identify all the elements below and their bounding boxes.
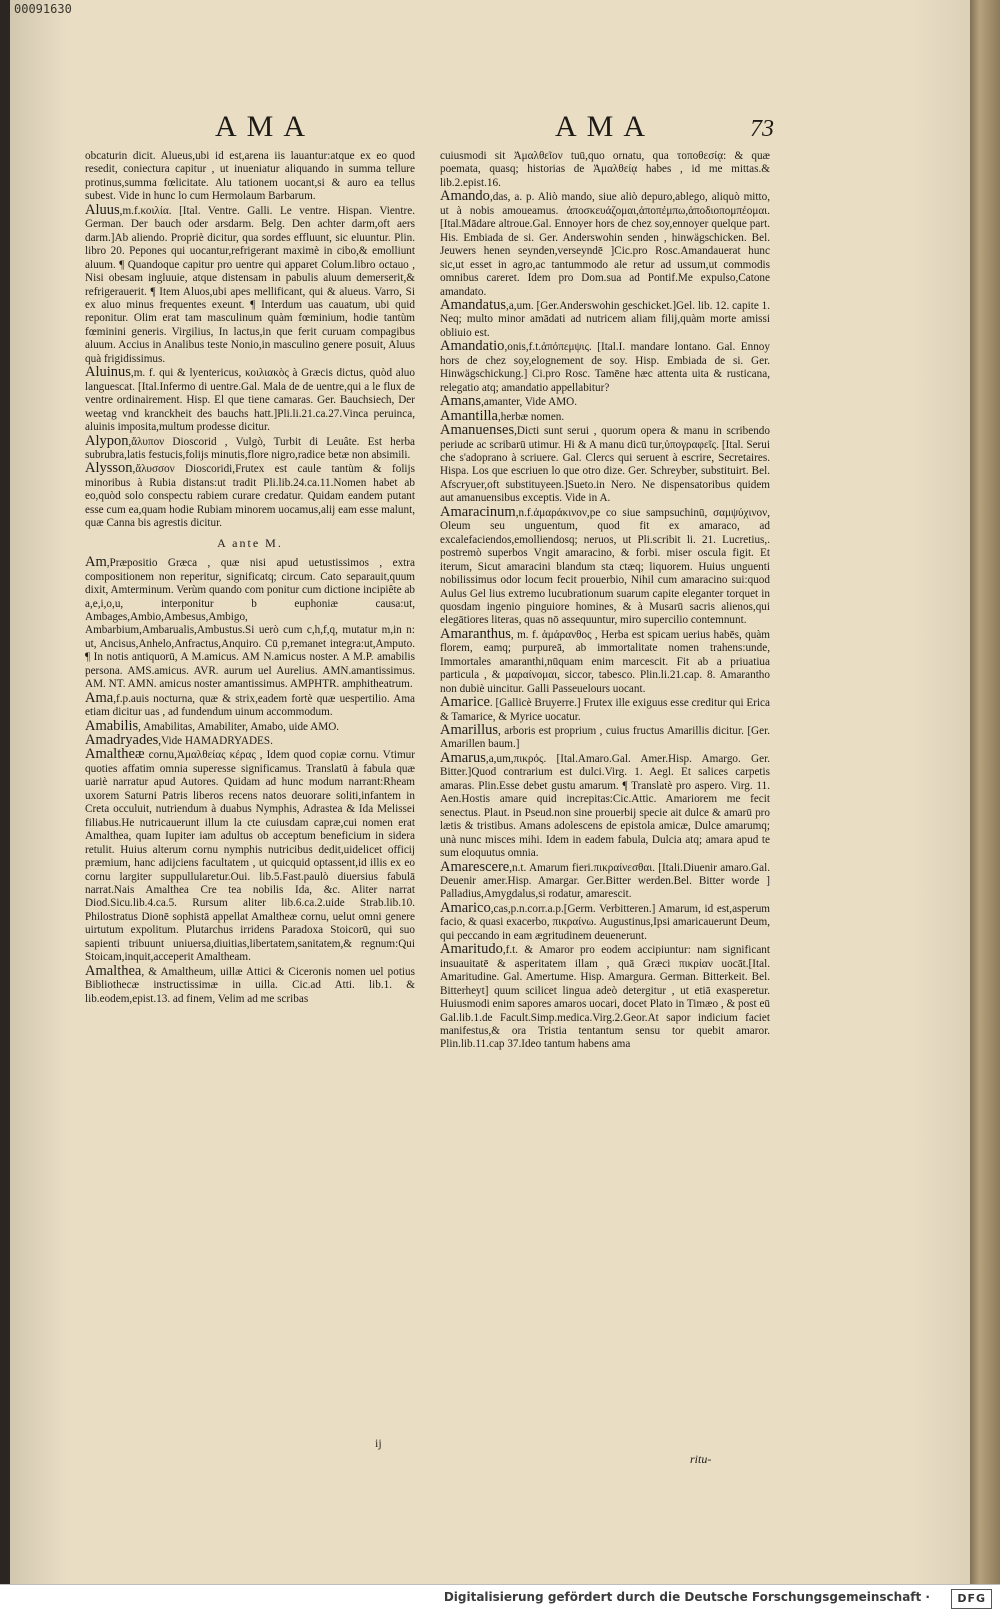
entry-amaracinum: Amaracinum,n.f.ἀμαράκινον,pe co siue sampsuchinū, σαμψύχινον, Oleum seu unguentum, quod fit ex amaraco, ad excalefaciendos,emolliendosq; neruos, ut Pli.scribit li. 21. Lucretius,. postremò superbos Vngit amaracino, & forbi. miser oscula figit. Et iterum, Sicut amaracini blandum sta ctæq; liquorem. Huius unguenti nobilissimus odor locum fecit prouerbio, Nihil cum amaracino sui:quod Aulus Gel lius extremo lucubrationum suarum capite eleganter torquet in quosdam ingenio pinguiore homines, & à Musarū sacris alienos,qui elegātiores literas, quas nō assequuntur, miro supercilio contemnunt. <box>440 503 770 627</box>
entry-amarescere: Amarescere,n.t. Amarum fieri.πικραίνεσθαι. [Itali.Diuenir amaro.Gal. Deuenir amer.Hisp. Amargar. Ger.Bitter werden.Bel. Bitter worde ] Palladius,Amygdalus,si rodatur, amarescit. <box>440 858 770 901</box>
headword: Amabilis <box>85 717 139 734</box>
entry-amanuenses: Amanuenses,Dicti sunt serui , quorum opera & manu in scribendo periude ac scribarū utimur. Hi & A manu dicū tur,ὑπογραφεῖς. [Ital. Serui che s'adoprano à scriuere. Gal. Clercs qui seruent à escrire, Secretaires. Hispa. Los que escriuen lo que otro dize. Ger. Schreyber, substituirt. Bel. Afscryuer,oft substituyeen.]Sueto.in Nero. Ne dispensatoribus quidem aut amanuensibus exceptis. Vide in A. <box>440 422 770 505</box>
headword: Alysson <box>85 460 133 477</box>
funding-credit: Digitalisierung gefördert durch die Deutsche Forschungsgemeinschaft · <box>443 1590 930 1604</box>
entry-alypon: Alypon,ἄλυπον Dioscorid , Vulgò, Turbit di Leuâte. Est herba subrubra,latis festucis,folijs minutis,flore nigro,radice betæ non absimili. <box>85 432 415 461</box>
dfg-logo: DFG <box>951 1589 992 1609</box>
headword: Amadryades <box>85 732 159 749</box>
entry-text: obcaturin dicit. Alueus,ubi id est,arena iis lauantur:atque ex eo quod resedit, coniectura capitur , ut inueniatur aliquando in summa tellure protinus,summa fœlicitate. Alu tationem uocant,si & auro ea tellus subest. Vide in hunc lo cum Hermolaum Barbarum. <box>85 150 415 203</box>
running-header <box>10 110 970 150</box>
headword: Amaritudo <box>440 941 503 958</box>
entry-amaranthus: Amaranthus, m. f. ἀμάρανθος , Herba est spicam uerius habēs, quàm florem, eamq; purpureā, ab immortalitate nomen trahens:unde, Immortales amaranthi,nūquam enim marcescit. Fit ab a priuatiua particula , & μαραίνομαι, siccor, tabesco. Plin.li.21.cap. 8. Amarantho non dubiè uincitur. Galli Passeuelours uocant. <box>440 625 770 695</box>
entry-amabilis: Amabilis, Amabilitas, Amabiliter, Amabo, uide AMO. <box>85 717 340 734</box>
signature-mark: ij <box>375 1436 382 1450</box>
entry-amandatio: Amandatio,onis,f.t.ἀπόπεμψις. [Ital.I. mandare lontano. Gal. Ennoy hors de chez soy,elognement de soy. Hisp. Embiada de si. Ger. Hinwägschickung.] Ci.pro Rosc. Tamēne hæc attenta uita & rusticana, relegatio atq; amandatio appellabitur? <box>440 338 770 394</box>
entry-amalthea: Amalthea, & Amaltheum, uillæ Attici & Ciceronis nomen uel potius Bibliothecæ instructissimæ in uilla. Cic.ad Atti. lib.1. & lib.eodem,epist.13. ad finem, Velim ad me scribas <box>85 962 415 1005</box>
headword: Amandatus <box>440 296 507 313</box>
headword: Ama <box>85 689 114 706</box>
right-column <box>440 150 770 1460</box>
entry-ama: Ama,f.p.auis nocturna, quæ & strix,eadem fortè quæ uespertilio. Ama etiam dicitur uas , ad fundendum uinum accommodum. <box>85 689 415 719</box>
headword: Amarescere <box>440 858 510 875</box>
entry-amaritudo: Amaritudo,f.t. & Amaror pro eodem accipiuntur: nam significant insuauitatē & asperitatem illam , quā Græci πικρίαν uocāt.[Ital. Amaritudine. Gal. Amertume. Hisp. Amargura. German. Bitterkeit. Bel. Bitterheyt] quum scilicet lingua adeò detergitur , ut etiā exasperetur. Huiusmodi enim sapores amaros uocari, docet Plato in Timæo , & post eū Gal.lib.1.de Facult.Simp.medica.Virg.2.Geor.At sapor indicium faciet manifestus,& ora Tristia tentantum sensu tor quebit amaror. Plin.lib.11.cap 37.Ideo tantum habens ama <box>440 941 770 1051</box>
headword: Amaracinum <box>440 503 516 520</box>
book-edge <box>966 0 1000 1585</box>
headword: Amarus <box>440 749 486 766</box>
headword: Amarice <box>440 694 490 711</box>
corner-stamp: 00091630 <box>14 2 72 16</box>
headword: Amando <box>440 188 490 205</box>
headword: Amaranthus <box>440 625 511 642</box>
left-column <box>85 150 415 1460</box>
headword: Amandatio <box>440 338 505 355</box>
headword: Amarico <box>440 899 491 916</box>
header-right: AMA <box>555 110 656 143</box>
headword: Alypon <box>85 432 129 449</box>
headword: Aluinus <box>85 364 131 381</box>
entry-am: Am,Præpositio Græca , quæ nisi apud uetustissimos , extra compositionem non reperitur, significatq; circum. Cato separauit,quum dixit, Amterminum. Verùm quando com ponitur cum dictione incipiête ab a,e,i,o,u, interponitur b euphoniæ causa:ut, Ambages,Ambio,Ambesus,Ambigo, Ambarbium,Ambarualis,Ambustus.Si uerò cum c,h,f,q, mutatur m,in n: ut, Ancisus,Anhelo,Anfractus,Anquiro. Cū p,remanet integra:ut,Amputo. ¶ In notis antiquorū, A M.amicus. AM N.amicus noster. A M.P. amabilis persona. AMS.amicus. AVR. aurum uel Aurelius. AMN.amantissimus. AM. NT. AMN. amicus noster amantissimus. AMPHTR. amphitheatrum. <box>85 554 415 691</box>
headword: Amantilla <box>440 407 498 424</box>
headword: Amans <box>440 393 482 410</box>
headword: Aluus <box>85 201 120 218</box>
entry-amantilla: Amantilla,herbæ nomen. <box>440 407 565 424</box>
entry-amando: Amando,das, a. p. Aliò mando, siue aliò depuro,ablego, aliquò mitto, ut à nobis amoueamus. ἀποσκευάζομαι,ἀποπέμπω,ἀποδιοπομπέομαι. [Ital.Mādare altroue.Gal. Ennoyer hors de chez soy,ennoyer quelque part. His. Embiada de si. Ger. Anderswohin senden , hinwägschicken. Bel. Jeuwers henen seynden,verseyndē ]Cic.pro Rosc.Amandauerat hunc sic,ut esset in agro,ac tantummodo ale retur ad ussum,ut commodis omnibus careret. Idem pro Dom.sua ad Pontif.Me expulso,Catone amandato. <box>440 188 770 298</box>
headword: Amalthea <box>85 962 142 979</box>
headword: Amanuenses <box>440 422 515 439</box>
entry-amarus: Amarus,a,um,πικρός. [Ital.Amaro.Gal. Amer.Hisp. Amargo. Ger. Bitter.]Quod contrarium est dulci.Virg. 1. Aegl. Et salices carpetis amaras. Plin.Esse debet gustu amarum. ¶ Translatè pro aspero. Virg. 11. Aen.Hostis amare quid increpitas:Cic.Attic. Amariorem me fecit senectus. Plaut. in Pseud.non sine prouerbij specie ait dulce & amarū pro lætis & tristibus. Amans adolescens de epistola amicæ, Dulce amarumq; unà nunc misces mihi. Idem in eadem fabula, Dulcia atq; amara apud te sum eloquutus omnia. <box>440 749 770 860</box>
entry-aluinus: Aluinus,m. f. qui & lyentericus, κοιλιακὸς à Græcis dictus, quòd aluo languescat. [Ital.Infermo di uentre.Gal. Mala de de uentre,qui a le flux de ventre ordinairement. Hisp. El que tiene camaras. Ger. Bauchsiech, Der weetag vnd kranckheit des bauchs hatt.]Pli.li.21.ca.27.Vinca peruinca, aluinis imposita,multum prodesse dicitur. <box>85 364 415 434</box>
headword: Amaltheæ <box>85 746 145 763</box>
book-page <box>10 0 970 1585</box>
digitization-footer <box>0 1584 1000 1611</box>
entry-amarillus: Amarillus, arboris est proprium , cuius fructus Amarillis dicitur. [Ger. Amarillen baum.] <box>440 722 770 751</box>
entry-amadryades: Amadryades,Vide HAMADRYADES. <box>85 732 273 749</box>
entry-amaltheae-cornu: Amaltheæ cornu,Ἀμαλθείας κέρας , Idem quod copiæ cornu. Vtimur quoties affatim omnia superesse significamus. Translatū à fabula quæ uariè narratur apud Autores. Quidam ad hunc modum narrant:Rheam uxorem Saturni Patris liberos recens natos deuorare soliti,infantem in Creta occuluit, nutriendum à duabus Nymphis, Adrastea & Ida Melissei filiabus.He nutricauerunt illum la cte cuiusdam capræ,cui nomen erat Amalthea, quam Iupiter iam adultus ob acceptum beneficium in sidera retulit. Huius alterum cornu nymphis nutricibus dedit,uidelicet officij præmium, hanc adijciens facultatem , ut quicquid optassent,id illis ex eo cornu largiter suppullularetur.Oui. lib.5.Fast.paulò diuersius fabulā narrat.Nais Amalthea Cre tea nobilis Ida, &c. Aliter narrat Diod.Sicu.lib.4.ca.5. Rursum aliter lib.6.ca.2.uide Strab.lib.10. Philostratus Dionē sophistā appellat Amaltheæ cornu, uelut omni genere uirtutum expolitum. Plutarchus irridens Paradoxa Stoicorū, qui suo sapienti tribuunt uniuersa,diuitias,libertatem,sanitatem,& regnum:Qui Stoicam,inquit,acceperit Amaltheam. <box>85 746 415 964</box>
section-subheading: A ante M. <box>217 535 283 550</box>
catchword: ritu- <box>690 1452 712 1466</box>
entry-amans: Amans,amanter, Vide AMO. <box>440 393 578 410</box>
entry-amarico: Amarico,cas,p.n.corr.a.p.[Germ. Verbitteren.] Amarum, id est,asperum facio, & quasi exacerbo, πικραίνω. Augustinus,Ipsi amaricauerunt Deum, qui peccando in eam ægritudinem deuenerunt. <box>440 899 770 942</box>
headword: Amarillus <box>440 722 498 739</box>
header-left: AMA <box>215 110 316 143</box>
entry-aluus: Aluus,m.f.κοιλία. [Ital. Ventre. Galli. Le ventre. Hispan. Vientre. German. Der bauch oder arsdarm. Belg. Den achter darm,oft aers darm.]Ab aliendo. Propriè dicitur, qua sordes effluunt, sic eluuntur. Plin. libro 20. Pepones qui uocantur,refrigerant maximè in cibo,& emolliunt aluum. ¶ Quandoque capitur pro uentre qui apparet Colum.libro octauo , Nisi obesam ingluuie, atque distensam in pabulis aluum demerserit,& refrigerauerit. ¶ Item Aluos,ubi apes mellificant, qui & alueus. Varro, Si ex aluo minus frequentes exeunt. ¶ Interdum uas cauatum, ubi quid reponitur. Olim erat tam masculinum quàm fœminium, hodie tantùm fœminini generis. Virgilius, In lactus,in que ferit curuam compagibus aluum. Accius in Analibus teste Nonio,in masculino genere posuit, Aluus quà frigidissimus. <box>85 201 415 365</box>
entry-amandatus: Amandatus,a,um. [Ger.Anderswohin geschicket.]Gel. lib. 12. capite 1. Neq; multo minor amādati ad nutricem aliam filij,quàm morte amissi obliuio est. <box>440 296 770 339</box>
entry-amarice: Amarice. [Gallicè Bruyerre.] Frutex ille exiguus esse creditur qui Erica & Tamarice, & Myrice uocatur. <box>440 694 770 723</box>
entry-continuation: cuiusmodi sit Ἀμαλθεῖον tuū,quo ornatu, qua τοποθεσίᾳ: & quæ poemata, quasq; historias de Ἀμαλθείᾳ habes , id me mittas.& lib.2.epist.16. <box>440 150 770 189</box>
headword: Am <box>85 554 107 571</box>
page-number: 73 <box>750 116 774 142</box>
entry-alysson: Alysson,ἄλυσσον Dioscoridi,Frutex est caule tantùm & folijs minoribus à Rubia distans:ut tradit Pli.lib.24.ca.11.Nomen habet ab eo,quòd solo conspectu rabiem curare credatur. Quidam eandem putant esse cum ea,quam hodie Rubiam minorem uocamus,alij eam esse malunt, quæ Canna bis agrestis dicitur. <box>85 460 415 530</box>
